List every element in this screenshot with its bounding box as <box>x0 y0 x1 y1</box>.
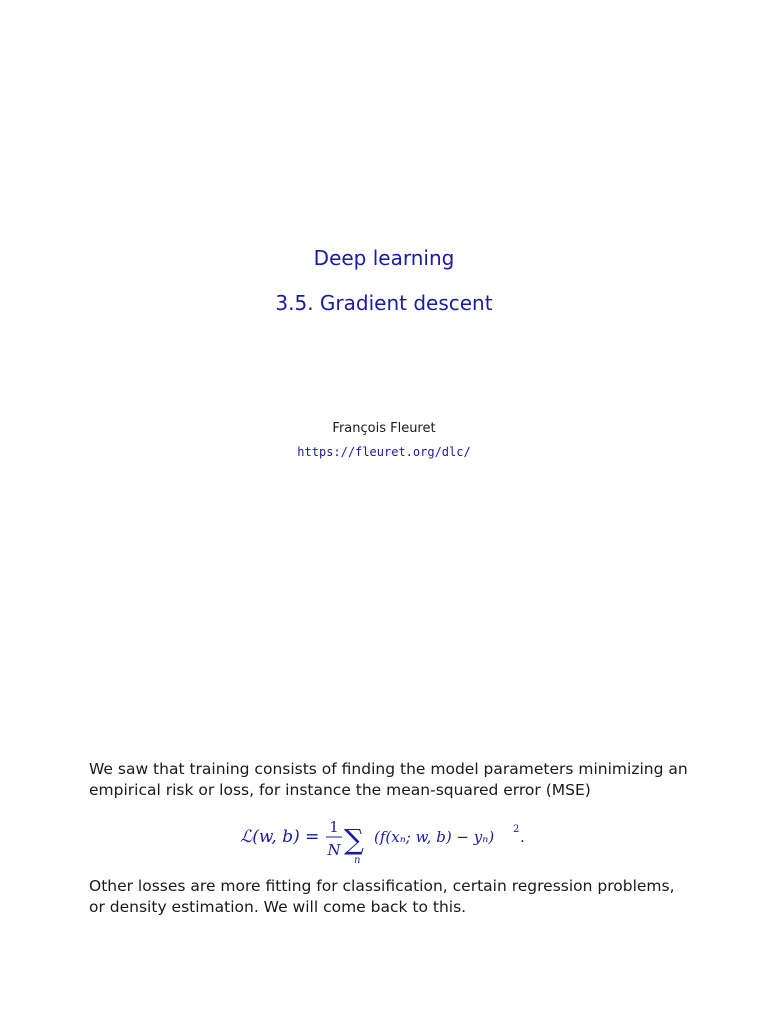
equation-end: . <box>520 828 525 846</box>
losses-paragraph: Other losses are more fitting for classification, certain regression problems, or density estimation. We will come back to this. <box>89 877 675 916</box>
equation-exponent: 2 <box>513 824 520 835</box>
equation-numerator: 1 <box>329 818 339 836</box>
sum-index: n <box>354 855 361 866</box>
author-name: François Fleuret <box>332 421 436 436</box>
sum-symbol: ∑ <box>344 823 364 856</box>
lecture-title: Deep learning <box>313 246 455 270</box>
course-url-link[interactable]: https://fleuret.org/dlc/ <box>297 445 471 459</box>
equation-lhs: ℒ(w, b) = <box>240 827 320 847</box>
equation-body: (f(xₙ; w, b) − yₙ) <box>374 828 495 846</box>
mse-equation <box>240 812 540 866</box>
equation-denominator: N <box>327 841 341 859</box>
lecture-subtitle: 3.5. Gradient descent <box>275 291 493 315</box>
intro-paragraph: We saw that training consists of finding the model parameters minimizing an empirical risk or loss, for instance the mean-squared error (MSE) <box>89 760 688 799</box>
